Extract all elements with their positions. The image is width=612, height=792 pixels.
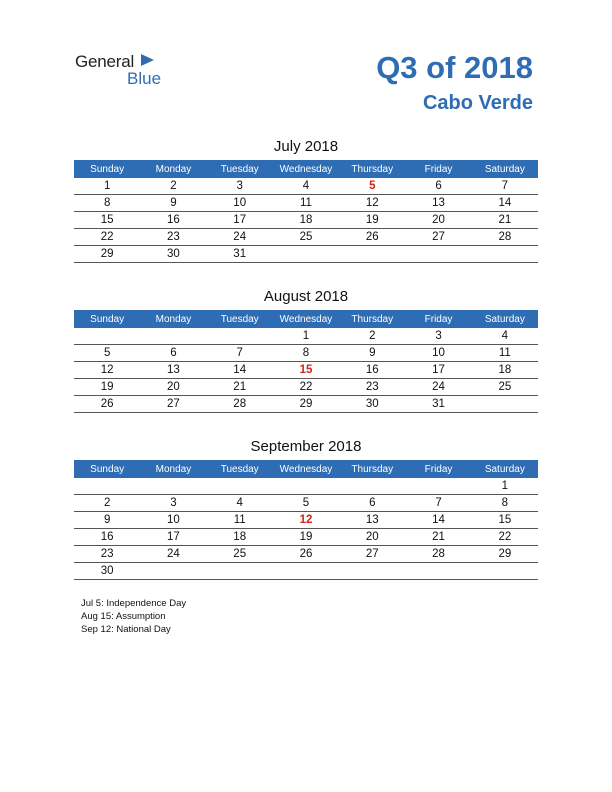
week-row	[74, 178, 538, 195]
day-cell: 19	[74, 379, 140, 396]
day-cell: 4	[207, 495, 273, 512]
day-cell: 19	[339, 212, 405, 229]
day-cell	[207, 478, 273, 495]
day-cell: 28	[207, 396, 273, 413]
weekday-header: Friday	[405, 310, 471, 328]
day-cell: 20	[339, 529, 405, 546]
day-cell: 20	[405, 212, 471, 229]
weekday-header: Monday	[140, 310, 206, 328]
day-cell	[405, 563, 471, 580]
week-row	[74, 328, 538, 345]
day-cell: 1	[74, 178, 140, 195]
day-cell: 4	[273, 178, 339, 195]
month-title: September 2018	[250, 438, 362, 455]
day-cell	[74, 328, 140, 345]
day-cell: 10	[405, 345, 471, 362]
day-cell: 24	[140, 546, 206, 563]
day-cell: 29	[273, 396, 339, 413]
month-september	[74, 437, 538, 580]
day-cell: 2	[140, 178, 206, 195]
day-cell: 14	[405, 512, 471, 529]
weekday-header: Wednesday	[273, 460, 339, 478]
calendar-table	[74, 310, 538, 413]
day-cell: 23	[74, 546, 140, 563]
weekday-header: Thursday	[339, 310, 405, 328]
brand-logo	[75, 52, 185, 92]
calendar-table	[74, 160, 538, 263]
day-cell: 6	[405, 178, 471, 195]
day-cell	[207, 563, 273, 580]
month-title: July 2018	[273, 138, 339, 155]
day-cell: 30	[339, 396, 405, 413]
day-cell	[273, 563, 339, 580]
day-cell: 8	[472, 495, 538, 512]
day-cell: 4	[472, 328, 538, 345]
day-cell: 22	[74, 229, 140, 246]
month-august	[74, 287, 538, 413]
week-row	[74, 396, 538, 413]
day-cell: 12	[273, 512, 339, 529]
day-cell: 2	[339, 328, 405, 345]
day-cell	[74, 478, 140, 495]
day-cell: 22	[472, 529, 538, 546]
day-cell: 23	[339, 379, 405, 396]
weekday-header: Monday	[140, 460, 206, 478]
weekday-header: Thursday	[339, 160, 405, 178]
day-cell: 26	[273, 546, 339, 563]
day-cell: 29	[74, 246, 140, 263]
day-cell	[405, 246, 471, 263]
weekday-header: Saturday	[472, 160, 538, 178]
day-cell: 16	[140, 212, 206, 229]
day-cell	[207, 328, 273, 345]
day-cell: 3	[207, 178, 273, 195]
day-cell: 20	[140, 379, 206, 396]
weekday-header: Wednesday	[273, 160, 339, 178]
day-cell: 31	[207, 246, 273, 263]
weekday-header: Sunday	[74, 160, 140, 178]
day-cell: 5	[339, 178, 405, 195]
week-row	[74, 546, 538, 563]
country-name: Cabo Verde	[422, 92, 533, 114]
holiday-note: Aug 15: Assumption	[81, 611, 166, 622]
day-cell	[273, 246, 339, 263]
day-cell: 11	[472, 345, 538, 362]
day-cell	[140, 478, 206, 495]
weekday-header: Sunday	[74, 310, 140, 328]
day-cell: 14	[207, 362, 273, 379]
day-cell: 3	[140, 495, 206, 512]
day-cell: 26	[74, 396, 140, 413]
weekday-header-row	[74, 310, 538, 328]
day-cell: 6	[339, 495, 405, 512]
day-cell: 9	[140, 195, 206, 212]
weekday-header: Friday	[405, 460, 471, 478]
day-cell: 14	[472, 195, 538, 212]
day-cell: 18	[207, 529, 273, 546]
day-cell: 11	[273, 195, 339, 212]
holiday-note: Jul 5: Independence Day	[81, 598, 187, 609]
week-row	[74, 529, 538, 546]
day-cell: 3	[405, 328, 471, 345]
day-cell	[339, 563, 405, 580]
day-cell	[140, 563, 206, 580]
day-cell	[339, 246, 405, 263]
day-cell: 13	[339, 512, 405, 529]
flag-icon	[141, 53, 155, 67]
week-row	[74, 478, 538, 495]
day-cell: 30	[140, 246, 206, 263]
day-cell: 9	[74, 512, 140, 529]
week-row	[74, 345, 538, 362]
day-cell: 30	[74, 563, 140, 580]
day-cell: 15	[472, 512, 538, 529]
day-cell	[472, 246, 538, 263]
day-cell: 27	[339, 546, 405, 563]
day-cell: 29	[472, 546, 538, 563]
brand-general-text: General	[75, 52, 135, 71]
day-cell: 9	[339, 345, 405, 362]
holiday-note: Sep 12: National Day	[81, 624, 171, 635]
day-cell: 17	[207, 212, 273, 229]
day-cell: 16	[339, 362, 405, 379]
day-cell: 16	[74, 529, 140, 546]
weekday-header: Thursday	[339, 460, 405, 478]
day-cell: 18	[472, 362, 538, 379]
day-cell: 1	[472, 478, 538, 495]
day-cell: 10	[207, 195, 273, 212]
brand-blue-text: Blue	[127, 69, 162, 88]
day-cell: 13	[405, 195, 471, 212]
month-july	[74, 137, 538, 263]
day-cell: 8	[273, 345, 339, 362]
day-cell: 8	[74, 195, 140, 212]
day-cell: 13	[140, 362, 206, 379]
calendar-table	[74, 460, 538, 580]
day-cell: 31	[405, 396, 471, 413]
day-cell: 24	[207, 229, 273, 246]
day-cell: 24	[405, 379, 471, 396]
weekday-header-row	[74, 160, 538, 178]
week-row	[74, 246, 538, 263]
day-cell: 7	[405, 495, 471, 512]
day-cell: 25	[273, 229, 339, 246]
day-cell: 18	[273, 212, 339, 229]
day-cell: 27	[405, 229, 471, 246]
day-cell	[273, 478, 339, 495]
weekday-header: Saturday	[472, 460, 538, 478]
day-cell	[140, 328, 206, 345]
weekday-header: Tuesday	[207, 160, 273, 178]
day-cell: 12	[339, 195, 405, 212]
month-title: August 2018	[263, 288, 349, 305]
day-cell: 21	[207, 379, 273, 396]
week-row	[74, 229, 538, 246]
day-cell: 17	[405, 362, 471, 379]
day-cell: 1	[273, 328, 339, 345]
day-cell: 12	[74, 362, 140, 379]
day-cell: 17	[140, 529, 206, 546]
day-cell: 15	[74, 212, 140, 229]
quarter-title: Q3 of 2018	[376, 50, 533, 85]
day-cell: 21	[472, 212, 538, 229]
day-cell: 23	[140, 229, 206, 246]
day-cell: 6	[140, 345, 206, 362]
weekday-header: Sunday	[74, 460, 140, 478]
weekday-header-row	[74, 460, 538, 478]
weekday-header: Wednesday	[273, 310, 339, 328]
day-cell	[472, 563, 538, 580]
weekday-header: Tuesday	[207, 460, 273, 478]
day-cell: 27	[140, 396, 206, 413]
day-cell: 19	[273, 529, 339, 546]
week-row	[74, 512, 538, 529]
day-cell: 7	[472, 178, 538, 195]
week-row	[74, 212, 538, 229]
day-cell: 5	[273, 495, 339, 512]
day-cell: 28	[405, 546, 471, 563]
day-cell: 21	[405, 529, 471, 546]
day-cell: 2	[74, 495, 140, 512]
day-cell: 22	[273, 379, 339, 396]
day-cell: 25	[472, 379, 538, 396]
holiday-notes	[81, 597, 186, 636]
day-cell	[472, 396, 538, 413]
day-cell: 28	[472, 229, 538, 246]
day-cell: 15	[273, 362, 339, 379]
week-row	[74, 379, 538, 396]
day-cell	[405, 478, 471, 495]
day-cell: 26	[339, 229, 405, 246]
weekday-header: Friday	[405, 160, 471, 178]
week-row	[74, 195, 538, 212]
week-row	[74, 362, 538, 379]
weekday-header: Tuesday	[207, 310, 273, 328]
weekday-header: Monday	[140, 160, 206, 178]
day-cell: 11	[207, 512, 273, 529]
day-cell: 5	[74, 345, 140, 362]
weekday-header: Saturday	[472, 310, 538, 328]
day-cell	[339, 478, 405, 495]
week-row	[74, 563, 538, 580]
day-cell: 10	[140, 512, 206, 529]
day-cell: 25	[207, 546, 273, 563]
day-cell: 7	[207, 345, 273, 362]
week-row	[74, 495, 538, 512]
